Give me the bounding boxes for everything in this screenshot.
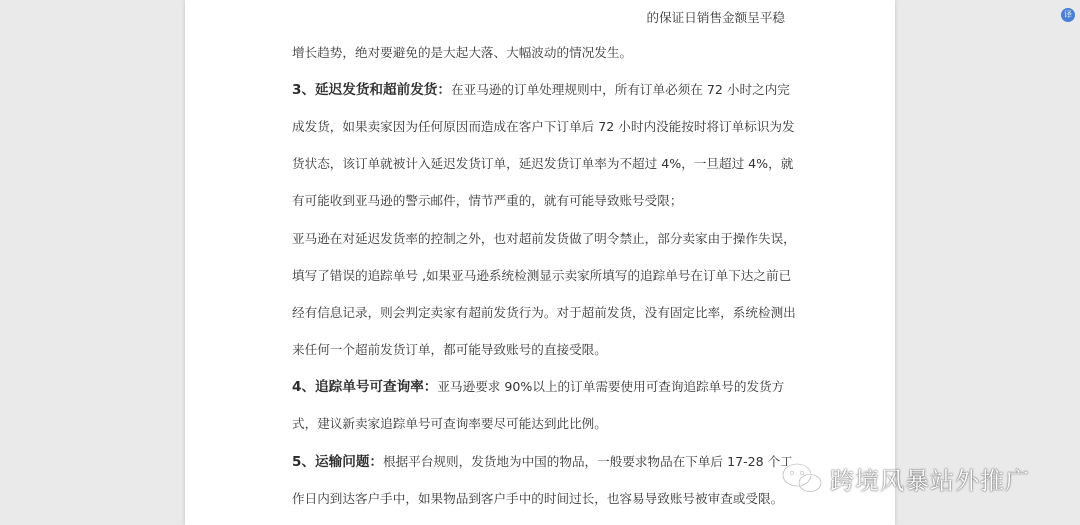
watermark: [780, 458, 1030, 498]
text-line-12: 式，建议新卖家追踪单号可查询率要尽可能达到此比例。: [292, 416, 607, 431]
text-line-2: 增长趋势，绝对要避免的是大起大落、大幅波动的情况发生。: [292, 45, 633, 60]
section-heading-3: 3、延迟发货和超前发货：在亚马逊的订单处理规则中，所有订单必须在 72 小时之内完: [292, 82, 790, 98]
text-line-9: 经有信息记录，则会判定卖家有超前发货行为。对于超前发货，没有固定比率，系统检测出: [292, 305, 796, 320]
text-line-4: 成发货，如果卖家因为任何原因而造成在客户下订单后 72 小时内没能按时将订单标识为发: [292, 119, 795, 134]
text-line-14: 作日内到达客户手中，如果物品到客户手中的时间过长，也容易导致账号被审查或受限。: [292, 491, 784, 506]
text-line-5: 货状态，该订单就被计入延迟发货订单，延迟发货订单率为不超过 4%，一旦超过 4%，就: [292, 156, 794, 171]
text-line-8: 填写了错误的追踪单号 ,如果亚马逊系统检测显示卖家所填写的追踪单号在订单下达之前已: [292, 268, 792, 283]
watermark-text: 跨境风暴站外推广: [830, 466, 1030, 495]
wechat-icon: [780, 460, 824, 496]
section-heading-5: 5、运输问题：根据平台规则，发货地为中国的物品，一般要求物品在下单后 17-28 个工: [292, 454, 793, 470]
text-line-7: 亚马逊在对延迟发货率的控制之外，也对超前发货做了明令禁止，部分卖家由于操作失误，: [292, 231, 796, 246]
translate-icon[interactable]: 译: [1061, 8, 1075, 22]
section-heading-4: 4、追踪单号可查询率：亚马逊要求 90%以上的订单需要使用可查询追踪单号的发货方: [292, 379, 785, 395]
text-line-10: 来任何一个超前发货订单，都可能导致账号的直接受限。: [292, 342, 607, 357]
text-line-6: 有可能收到亚马逊的警示邮件，情节严重的，就有可能导致账号受限；: [292, 193, 683, 208]
text-line-1: 的保证日销售金额呈平稳: [646, 10, 785, 25]
document-page: [185, 0, 895, 525]
